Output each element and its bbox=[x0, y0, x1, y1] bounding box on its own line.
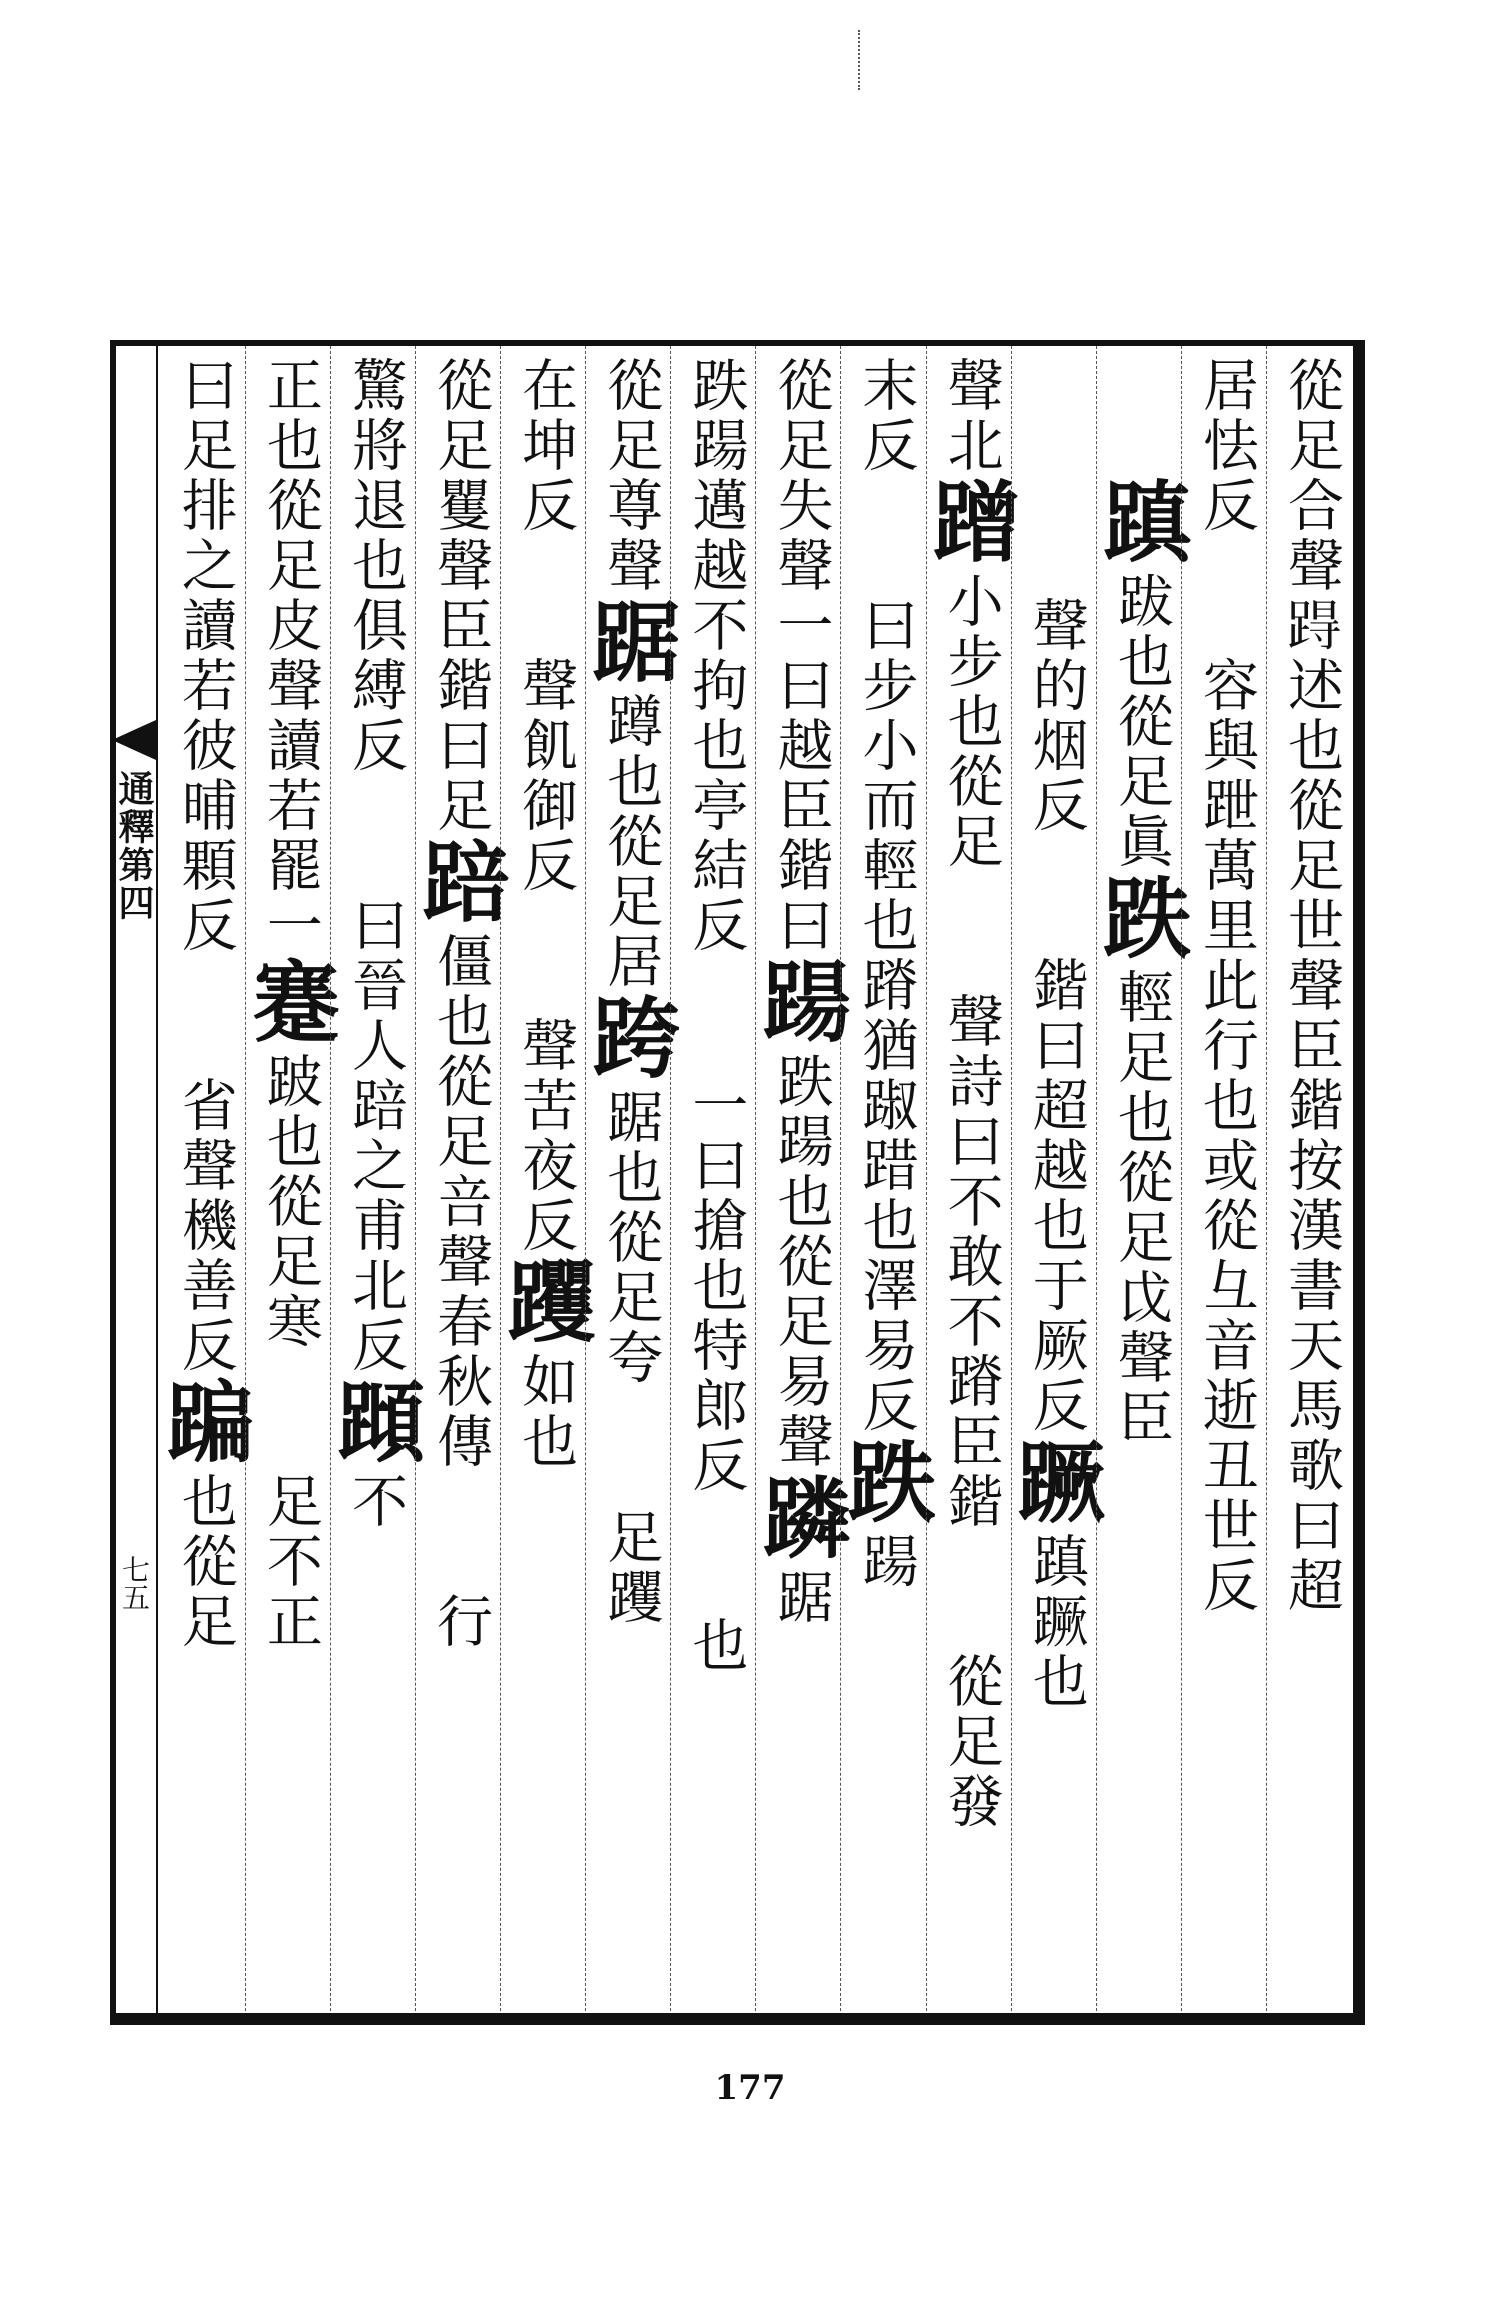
text-column bbox=[152, 346, 257, 2011]
column-text: 蹲也從足居 bbox=[598, 692, 664, 992]
column-text: 聲苦夜反 bbox=[513, 1016, 579, 1256]
column-text: 省聲機善反 bbox=[172, 1076, 238, 1376]
headword-seal: 躩 bbox=[493, 1256, 598, 1352]
text-column bbox=[493, 346, 598, 2011]
headword-seal: 跌 bbox=[833, 1436, 938, 1532]
text-column bbox=[1003, 346, 1108, 2011]
column-text: 容與跇萬里此行也或從彑音逝丑世反 bbox=[1193, 656, 1259, 1616]
column-text: 也 bbox=[683, 1616, 749, 1676]
column-text: 踼 bbox=[853, 1532, 919, 1592]
text-column bbox=[1181, 346, 1266, 2011]
margin-title: 通釋第四 bbox=[113, 770, 155, 922]
column-text: 不 bbox=[342, 1472, 408, 1532]
column-text: 從足矍聲臣鍇曰足 bbox=[428, 356, 494, 836]
text-column bbox=[918, 346, 1023, 2011]
column-text: 曰晉人踣之甫北反 bbox=[342, 896, 408, 1376]
text-column bbox=[833, 346, 938, 2011]
text-column bbox=[748, 346, 853, 2011]
column-text: 聲飢御反 bbox=[513, 656, 579, 896]
column-text: 也從足 bbox=[172, 1472, 238, 1652]
column-text: 小步也從足 bbox=[938, 572, 1004, 872]
headword-seal: 蹞 bbox=[322, 1376, 427, 1472]
column-text: 曰步小而輕也蹐猶踧踖也澤易反 bbox=[853, 596, 919, 1436]
column-text: 在坤反 bbox=[513, 356, 579, 536]
text-column bbox=[237, 346, 342, 2011]
column-text: 跌踼邁越不拘也亭結反 bbox=[683, 356, 749, 956]
headword-seal: 踼 bbox=[748, 956, 853, 1052]
column-text: 踞也從足夸 bbox=[598, 1088, 664, 1388]
text-column bbox=[408, 346, 513, 2011]
top-gutter-mark bbox=[858, 30, 862, 90]
column-text: 輕足也從足戉聲臣 bbox=[1108, 968, 1174, 1448]
column-text: 正也從足皮聲讀若罷一 bbox=[257, 356, 323, 956]
column-text: 鍇曰超越也于厥反 bbox=[1023, 956, 1089, 1436]
column-text: 聲的烟反 bbox=[1023, 596, 1089, 836]
text-column bbox=[1266, 346, 1351, 2011]
margin-strip bbox=[110, 340, 158, 2025]
headword-seal: 蹁 bbox=[152, 1376, 257, 1472]
text-column bbox=[322, 346, 427, 2011]
margin-leaf-number: 七五 bbox=[118, 1555, 151, 1611]
page-number: 177 bbox=[714, 2068, 786, 2108]
headword-seal: 跌 bbox=[1088, 872, 1193, 968]
fishtail-mark-icon bbox=[112, 720, 156, 760]
column-text: 驚將退也俱縛反 bbox=[342, 356, 408, 776]
column-text: 末反 bbox=[853, 356, 919, 476]
column-text: 從足發 bbox=[938, 1652, 1004, 1832]
column-text: 如也 bbox=[513, 1352, 579, 1472]
headword-seal: 蹎 bbox=[1088, 476, 1193, 572]
column-text: 跌踼也從足易聲 bbox=[768, 1052, 834, 1472]
text-columns bbox=[152, 346, 1351, 2011]
text-column bbox=[1088, 346, 1193, 2011]
column-text: 從足合聲 bbox=[1279, 356, 1344, 596]
column-text: 足不正 bbox=[257, 1472, 323, 1652]
headword-seal: 蹶 bbox=[1003, 1436, 1108, 1532]
column-text: 從足失聲一曰越臣鍇曰 bbox=[768, 356, 834, 956]
column-text: 𨁽 bbox=[1279, 596, 1344, 656]
text-column bbox=[670, 346, 755, 2011]
headword-seal: 踣 bbox=[408, 836, 513, 932]
column-text: 行 bbox=[428, 1592, 494, 1652]
column-text: 足躩 bbox=[598, 1508, 664, 1628]
headword-seal: 跨 bbox=[578, 992, 683, 1088]
column-text: 蹎蹶也 bbox=[1023, 1532, 1089, 1712]
column-text: 跋也從足眞 bbox=[1108, 572, 1174, 872]
column-text: 一曰搶也特郎反 bbox=[683, 1076, 749, 1496]
headword-seal: 踞 bbox=[578, 596, 683, 692]
headword-seal: 蹇 bbox=[237, 956, 342, 1052]
column-text: 居怯反 bbox=[1193, 356, 1259, 536]
column-text: 跛也從足寒 bbox=[257, 1052, 323, 1352]
column-text: 聲北 bbox=[938, 356, 1004, 476]
column-text: 聲詩曰不敢不蹐臣鍇 bbox=[938, 992, 1004, 1532]
column-text: 從足尊聲 bbox=[598, 356, 664, 596]
headword-seal: 蹭 bbox=[918, 476, 1023, 572]
headword-seal: 蹸 bbox=[748, 1472, 853, 1568]
column-text: 踞 bbox=[768, 1568, 834, 1628]
column-text: 僵也從足咅聲春秋傳 bbox=[428, 932, 494, 1472]
text-column bbox=[578, 346, 683, 2011]
column-text: 述也從足世聲臣鍇按漢書天馬歌曰超 bbox=[1279, 656, 1344, 1616]
column-text: 曰足排之讀若彼晡顆反 bbox=[172, 356, 238, 956]
